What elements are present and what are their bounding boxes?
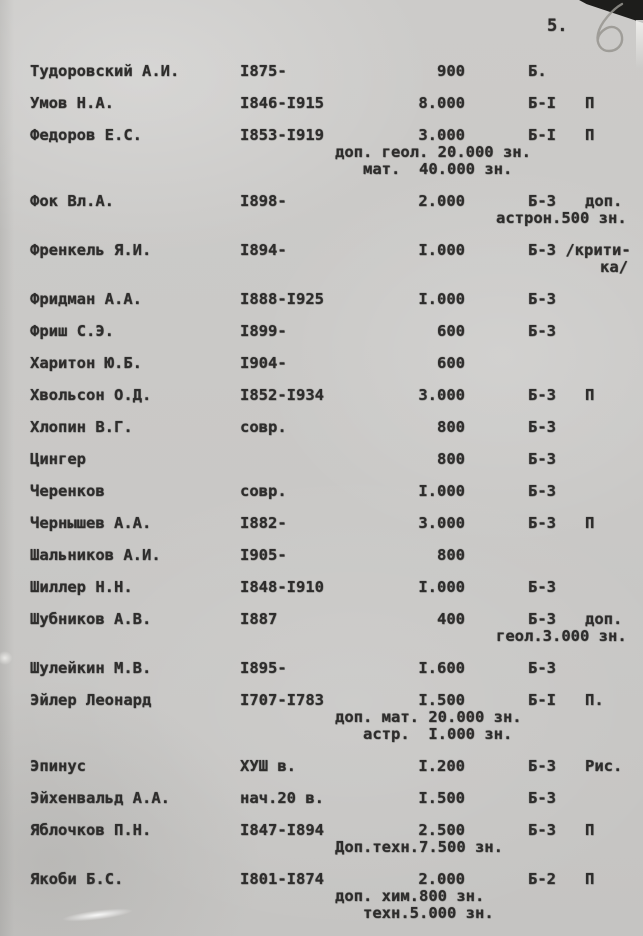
table-row-line [30, 450, 640, 468]
mark-cell: П [585, 126, 595, 144]
count-cell: 8.000 [418, 94, 465, 112]
name-cell: Фриш С.Э. [30, 322, 114, 340]
table-row-subline: геол.3.000 зн. [496, 627, 627, 645]
count-cell: 3.000 [418, 386, 465, 404]
dates-cell: I707-I783 [240, 691, 324, 709]
category-cell: Б-3 [528, 789, 556, 807]
dates-cell: I852-I934 [240, 386, 324, 404]
count-cell: 600 [437, 354, 465, 372]
category-cell: Б-3 /крити- [528, 241, 631, 259]
table-row-line [30, 514, 640, 532]
dates-cell: I801-I874 [240, 870, 324, 888]
table-row-subline: Доп.техн.7.500 зн. [335, 838, 503, 856]
table-row-line [30, 659, 640, 677]
name-cell: Эйлер Леонард [30, 691, 152, 709]
category-cell: Б-3 [528, 659, 556, 677]
count-cell: 2.500 [418, 821, 465, 839]
category-cell: Б-3 [528, 482, 556, 500]
table-row-line [30, 62, 640, 80]
category-cell: Б-I [528, 691, 556, 709]
category-cell: Б-I [528, 94, 556, 112]
name-cell: Харитон Ю.Б. [30, 354, 142, 372]
category-cell: Б-3 [528, 514, 556, 532]
category-cell: Б-3 [528, 192, 556, 210]
table-row-line [30, 870, 640, 888]
table-row-line [30, 322, 640, 340]
category-cell: Б-3 [528, 578, 556, 596]
table-row [30, 126, 640, 178]
dates-cell: нач.20 в. [240, 789, 324, 807]
mark-cell [585, 418, 640, 436]
name-cell: Шиллер Н.Н. [30, 578, 133, 596]
count-cell: 2.000 [418, 192, 465, 210]
dates-cell: I875- [240, 62, 287, 80]
table-row-line [30, 757, 640, 775]
table-row-subline: астрон.500 зн. [496, 209, 627, 227]
name-cell: Френкель Я.И. [30, 241, 152, 259]
name-cell: Цингер [30, 450, 86, 468]
table-row-line [30, 578, 640, 596]
count-cell: 2.000 [418, 870, 465, 888]
count-cell: 3.000 [418, 126, 465, 144]
mark-cell [585, 354, 640, 372]
table-row-line [30, 418, 640, 436]
mark-cell [585, 546, 640, 564]
category-cell: Б-3 [528, 757, 556, 775]
mark-cell: П [585, 821, 595, 839]
page-number: 5. [547, 16, 568, 36]
dates-cell: I894- [240, 241, 287, 259]
name-cell: Федоров Е.С. [30, 126, 142, 144]
mark-cell: Рис. [585, 757, 623, 775]
paper-blemish [0, 648, 18, 668]
mark-cell [585, 62, 640, 80]
table-row-line [30, 192, 640, 210]
count-cell: 800 [437, 546, 465, 564]
name-cell: Шулейкин М.В. [30, 659, 152, 677]
table-row [30, 241, 640, 276]
count-cell: 400 [437, 610, 465, 628]
category-cell: Б-3 [528, 821, 556, 839]
count-cell: I.000 [418, 482, 465, 500]
category-cell: Б-2 [528, 870, 556, 888]
mark-cell: доп. [585, 192, 623, 210]
mark-cell [585, 241, 640, 259]
mark-cell: доп. [585, 610, 623, 628]
table-row [30, 821, 640, 856]
name-cell: Эпинус [30, 757, 86, 775]
name-cell: Хлопин В.Г. [30, 418, 133, 436]
table-row-line [30, 821, 640, 839]
name-cell: Шальников А.И. [30, 546, 161, 564]
mark-cell: П. [585, 691, 604, 709]
category-cell [465, 354, 585, 372]
mark-cell: П [585, 386, 595, 404]
dates-cell: I847-I894 [240, 821, 324, 839]
category-cell: Б-3 [528, 610, 556, 628]
count-cell: 900 [437, 62, 465, 80]
dates-cell: совр. [240, 418, 287, 436]
table-row-subline: доп. хим.800 зн. [335, 887, 485, 905]
count-cell: 800 [437, 418, 465, 436]
dates-cell: I846-I915 [240, 94, 324, 112]
count-cell: I.500 [418, 691, 465, 709]
table-row [30, 789, 640, 807]
table-row [30, 192, 640, 227]
name-cell: Эйхенвальд А.А. [30, 789, 170, 807]
name-cell: Тудоровский А.И. [30, 62, 180, 80]
dates-cell: ХУШ в. [240, 757, 296, 775]
table-row [30, 610, 640, 645]
table-row-line [30, 610, 640, 628]
dates-cell [240, 450, 360, 468]
table-row [30, 354, 640, 372]
mark-cell [585, 659, 640, 677]
dates-cell: I904- [240, 354, 287, 372]
name-cell: Шубников А.В. [30, 610, 152, 628]
dates-cell: совр. [240, 482, 287, 500]
count-cell: 3.000 [418, 514, 465, 532]
mark-cell [585, 482, 640, 500]
mark-cell: П [585, 514, 595, 532]
table-row [30, 659, 640, 677]
table-row-line [30, 290, 640, 308]
category-cell: Б. [528, 62, 547, 80]
count-cell: I.000 [418, 241, 465, 259]
table-row-line [30, 789, 640, 807]
category-cell: Б-3 [528, 322, 556, 340]
table-row [30, 290, 640, 308]
table-row-line [30, 94, 640, 112]
name-cell: Якоби Б.С. [30, 870, 124, 888]
count-cell: I.200 [418, 757, 465, 775]
dates-cell: I899- [240, 322, 287, 340]
category-cell: Б-3 [528, 418, 556, 436]
dates-cell: I882- [240, 514, 287, 532]
table-row [30, 757, 640, 775]
name-cell: Яблочков П.Н. [30, 821, 152, 839]
name-cell: Чернышев А.А. [30, 514, 152, 532]
paper-edge-highlight [636, 20, 643, 68]
table-row-subline: техн.5.000 зн. [363, 904, 494, 922]
table-row-subline: доп. геол. 20.000 зн. [335, 143, 531, 161]
count-cell: 800 [437, 450, 465, 468]
dates-cell: I895- [240, 659, 287, 677]
table-row [30, 62, 640, 80]
table-row [30, 546, 640, 564]
table-row [30, 418, 640, 436]
count-cell: I.500 [418, 789, 465, 807]
dates-cell: I888-I925 [240, 290, 324, 308]
name-cell: Умов Н.А. [30, 94, 114, 112]
category-cell: Б-I [528, 126, 556, 144]
table-row [30, 386, 640, 404]
table-row-line [30, 546, 640, 564]
table-row [30, 322, 640, 340]
count-cell: I.600 [418, 659, 465, 677]
category-cell [465, 546, 585, 564]
mark-cell [585, 789, 640, 807]
pencil-six-drawing [586, 1, 632, 57]
table-row-subline: ка/ [600, 258, 628, 276]
table-row-subline: мат. 40.000 зн. [363, 160, 513, 178]
dates-cell: I898- [240, 192, 287, 210]
mark-cell: П [585, 870, 595, 888]
table-row [30, 578, 640, 596]
table-row-line [30, 386, 640, 404]
count-cell: I.000 [418, 578, 465, 596]
mark-cell: П [585, 94, 595, 112]
name-cell: Фок Вл.А. [30, 192, 114, 210]
category-cell: Б-3 [528, 386, 556, 404]
dates-cell: I853-I919 [240, 126, 324, 144]
dates-cell: I887 [240, 610, 278, 628]
category-cell: Б-3 [528, 450, 556, 468]
table-row-line [30, 126, 640, 144]
table-row-subline: доп. мат. 20.000 зн. [335, 708, 522, 726]
mark-cell [585, 578, 640, 596]
name-cell: Черенков [30, 482, 105, 500]
name-cell: Хвольсон О.Д. [30, 386, 152, 404]
table-row [30, 482, 640, 500]
count-cell: I.000 [418, 290, 465, 308]
table-row-line [30, 241, 640, 259]
table-row-line [30, 691, 640, 709]
table-row [30, 514, 640, 532]
mark-cell [585, 322, 640, 340]
count-cell: 600 [437, 322, 465, 340]
table-row [30, 94, 640, 112]
table-row [30, 450, 640, 468]
table-row-subline: астр. I.000 зн. [363, 725, 513, 743]
table-row-line [30, 482, 640, 500]
mark-cell [585, 450, 640, 468]
name-cell: Фридман А.А. [30, 290, 142, 308]
handwritten-pencil-six [586, 1, 632, 61]
table-row [30, 691, 640, 743]
document-table [30, 62, 640, 936]
category-cell: Б-3 [528, 290, 556, 308]
dates-cell: I905- [240, 546, 287, 564]
dates-cell: I848-I910 [240, 578, 324, 596]
mark-cell [585, 290, 640, 308]
table-row-line [30, 354, 640, 372]
